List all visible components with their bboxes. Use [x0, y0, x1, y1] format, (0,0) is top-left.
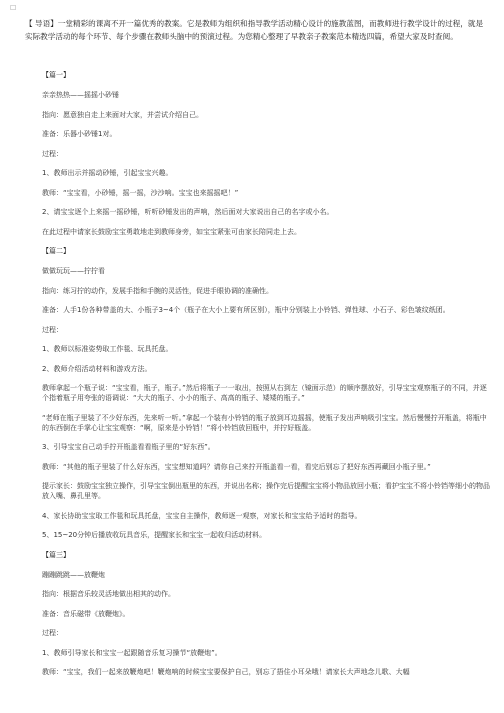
- body-paragraph: 1、教师以标准姿势取工作毯、玩具托盘。: [42, 345, 173, 353]
- body-paragraph: 指向：练习拧的动作，发展手指和手腕的灵活性，促进手眼协调的准确性。: [42, 286, 273, 295]
- body-paragraph: 4、家长协助宝宝取工作毯和玩具托盘，宝宝自主操作，教师逐一观察，对家长和宝宝给予适时的指导。: [42, 511, 362, 520]
- body-paragraph: 亲亲热热——摇摇小砂锤: [42, 91, 119, 99]
- body-paragraph: 2、请宝宝逐个上来摇一摇砂锤，听听砂锤发出的声响，然后面对大家说出自己的名字或小名。: [42, 208, 334, 216]
- body-paragraph: 在此过程中请家长鼓励宝宝勇敢地走到教师身旁，如宝宝紧张可由家长陪同走上去。: [42, 227, 301, 236]
- body-paragraph: 提示家长：鼓励宝宝独立操作，引导宝宝倒出瓶里的东西，并说出名称；操作完后提醒宝宝将小物品放回小瓶；看护宝宝不将小铃铛等细小的物品放入嘴、鼻孔里等。: [42, 482, 490, 500]
- body-paragraph: 教师：“宝宝，我们一起来放鞭炮吧！鞭炮响的时候宝宝要保护自己，别忘了捂住小耳朵哦！请家长大声地念儿歌、大幅: [42, 668, 410, 676]
- body-paragraph: 教师：“宝宝看，小砂锤，摇一摇，沙沙响。宝宝也来摇摇吧！”: [42, 188, 239, 197]
- document-body: [42, 70, 490, 687]
- section-heading: 【篇二】: [42, 247, 70, 255]
- body-paragraph: 准备：人手1份各种带盖的大、小瓶子3~4个（瓶子在大小上要有所区别），瓶中分别装上小铃铛、弹性球、小石子、彩色皱纹纸团。: [42, 306, 450, 314]
- body-paragraph: 指向：根据音乐较灵活地做出相其的动作。: [42, 590, 175, 598]
- body-paragraph: 过程：: [42, 149, 63, 158]
- body-paragraph: 2、教师介绍活动材料和游戏方法。: [42, 364, 152, 373]
- body-paragraph: 教师：“其他的瓶子里装了什么好东西，宝宝想知道吗？请你自己来拧开瓶盖看一看，看完后别忘了把好东西再藏回小瓶子里。”: [42, 462, 431, 471]
- body-paragraph: 3、引导宝宝自己动手拧开瓶盖看看瓶子里的“好东西”。: [42, 443, 215, 451]
- body-paragraph: 5、15~20分钟后播放收玩具音乐，提醒家长和宝宝一起收归活动材料。: [42, 531, 267, 539]
- body-paragraph: 1、教师引导家长和宝宝一起跟随音乐复习操节“放鞭炮”。: [42, 648, 222, 657]
- section-heading: 【篇三】: [42, 550, 70, 559]
- body-paragraph: 教师拿起一个瓶子说：“宝宝看，瓶子，瓶子。”然后将瓶子一一取出，按照从右到左（镜面示范）的顺序摆放好，引导宝宝观察瓶子的不同，并逐个指着瓶子用夸张的语调说：“大大的瓶子、小小的瓶子、高高的瓶子、矮矮的瓶子。”: [42, 384, 487, 402]
- body-paragraph: 准备：乐器小砂锤1对。: [42, 130, 117, 138]
- body-paragraph: 做做玩玩——拧拧看: [42, 267, 105, 275]
- section-heading: 【篇一】: [42, 71, 70, 79]
- intro-paragraph: 【 导语】一堂精彩的课离不开一篇优秀的教案。它是教师为组织和指导教学活动精心设计的施教蓝图，而教师进行教学设计的过程，就是实际教学活动的每个环节、每个步骤在教师头脑中的预演过程。为您精心整理了早教亲子教案范本精选四篇，希望大家及时查阅。: [25, 19, 484, 41]
- body-paragraph: 1、教师出示并摇动砂锤，引起宝宝兴趣。: [42, 169, 173, 177]
- body-paragraph: 准备：音乐磁带《放鞭炮》。: [42, 609, 130, 618]
- body-paragraph: 过程：: [42, 325, 63, 334]
- body-paragraph: 蹦蹦跳跳——放鞭炮: [42, 570, 105, 579]
- corner-mark: ☐: [10, 4, 17, 12]
- body-paragraph: “老师在瓶子里装了不少好东西，先来听一听。”拿起一个装有小铃铛的瓶子放到耳边摇摇，使瓶子发出声响吸引宝宝。然后慢慢拧开瓶盖，将瓶中的东西倒在手掌心让宝宝观察：“啊，原来是小铃铛！”将小铃铛放回瓶中，并拧好瓶盖。: [42, 413, 487, 432]
- body-paragraph: 指向：愿意独自走上来面对大家，并尝试介绍自己。: [42, 110, 203, 119]
- body-paragraph: 过程：: [42, 629, 63, 637]
